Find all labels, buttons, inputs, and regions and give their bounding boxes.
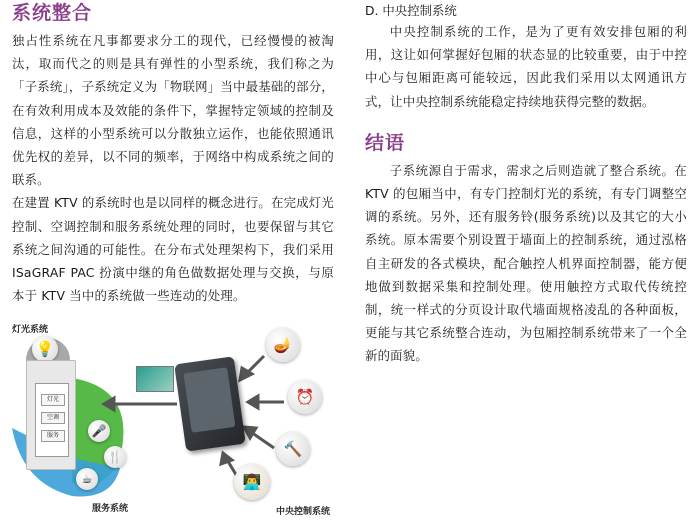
paragraph-conclusion: 子系统源自于需求，需求之后则造就了整合系统。在 KTV 的包厢当中，有专门控制灯光的系统，有专门调整空调的系统。另外，还有服务铃(服务系统)以及其它的大小系统。原本需要个别设置于墙面上的控制系统，通过泓格自主研发的各式模块，配合触控人机界面控制器，能方便地做到数据采集和控制处理。使用触控方式取代传统控制，统一样式的分页设计取代墙面规格凌乱的各种面板，更能与其它系统整合连动，为包厢控制系统带来了一个全新的面貌。 xyxy=(365,162,687,364)
paragraph-central-control: 中央控制系统的工作，是为了更有效安排包厢的利用，这让如何掌握好包厢的状态显的比较重要，由于中控中心与包厢距离可能较远，因此我们采用以太网通讯方式，让中央控制系统能稳定持续地获得完整的数据。 xyxy=(365,24,687,109)
microphone-icon: 🎤 xyxy=(88,420,110,442)
right-column xyxy=(365,0,687,368)
label-central-control-system: 中央控制系统 xyxy=(276,507,331,517)
paragraph-subsystems: 独占性系统在凡事都要求分工的现代，已经慢慢的被淘汰，取而代之的则是具有弹性的小型系统，我们称之为「子系统」，子系统定义为「物联网」当中最基础的部分，在有效利用成本及效能的条件下，掌握特定领域的控制及信息，这样的小型系统可以分散独立运作，也能依照通讯优先权的差异，以不同的频率，于网络中构成系统之间的联系。 xyxy=(12,33,334,188)
isagraf-card-icon xyxy=(136,366,174,392)
panel-button-service: 服务 xyxy=(41,430,65,442)
pac-controller-face xyxy=(183,367,235,433)
label-lighting-system: 灯光系统 xyxy=(12,325,49,335)
operator-icon: 👨‍💻 xyxy=(234,464,270,500)
panel-button-lighting: 灯光 xyxy=(41,394,65,406)
left-column xyxy=(12,0,334,307)
paragraph-ktv-build: 在建置 KTV 的系统时也是以同样的概念进行。在完成灯光控制、空调控制和服务系统处理的同时，也要保留与其它系统之间沟通的可能性。在分布式处理架构下，我们采用 ISaGRAF PAC 扮演中继的角色做数据处理与交换，与原本于 KTV 当中的系统做一些连动的处理。 xyxy=(12,195,334,304)
section-heading-integration: 系统整合 xyxy=(12,2,93,24)
bulb-icon: 💡 xyxy=(32,336,58,362)
alarm-clock-icon: ⏰ xyxy=(288,380,322,414)
pac-controller-icon xyxy=(174,356,246,451)
panel-screen xyxy=(35,383,69,457)
wall-control-panel xyxy=(26,360,76,470)
coffee-icon: ☕ xyxy=(76,468,98,490)
section-heading-conclusion: 结语 xyxy=(365,131,406,154)
lamp-icon: 🪔 xyxy=(266,328,300,362)
arrowhead-low-right xyxy=(244,427,256,438)
subheading-central-control: D. 中央控制系统 xyxy=(365,3,457,18)
system-diagram xyxy=(12,318,334,520)
tools-icon: 🔨 xyxy=(276,432,310,466)
arrowhead-mid-right xyxy=(248,396,258,408)
panel-button-aircon: 空调 xyxy=(41,412,65,424)
dining-icon: 🍴 xyxy=(104,446,126,468)
label-service-system: 服务系统 xyxy=(92,504,129,514)
